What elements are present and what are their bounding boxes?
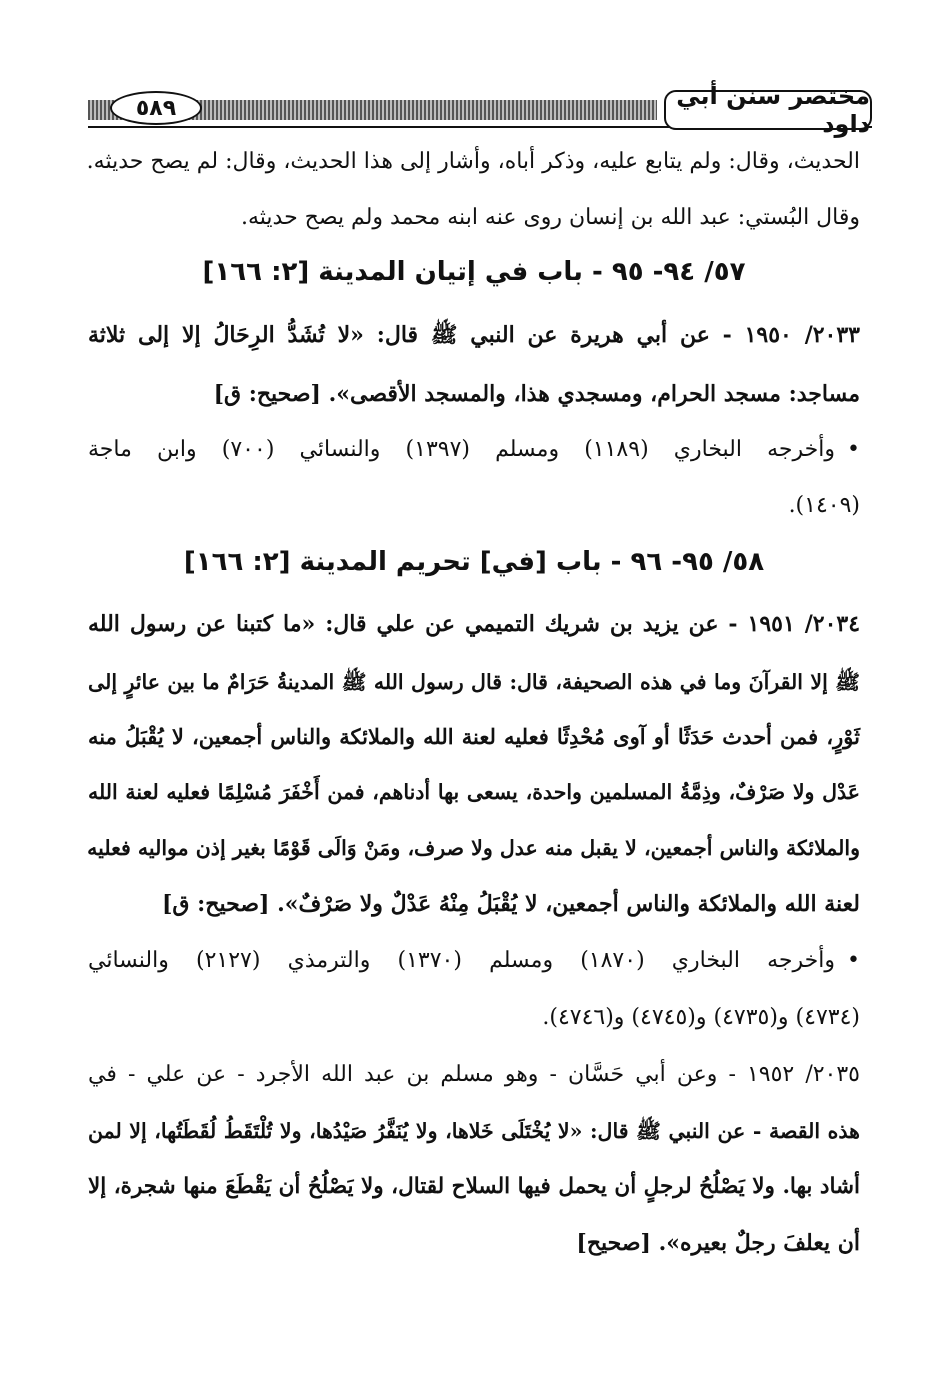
hadith-line: ﷺ إلا القرآنَ وما في هذه الصحيفة، قال: قال رسول الله ﷺ المدينةُ حَرَامٌ ما بين عائرٍ إلى [88,670,860,694]
hadith-line: والملائكة والناس أجمعين، لا يقبل منه عدل ولا صرف، ومَنْ وَالَى قَوْمًا بغير إذن مواليه فعليه [87,836,860,860]
running-header [88,82,872,138]
text-line: الحديث، وقال: ولم يتابع عليه، وذكر أباه، وأشار إلى هذا الحديث، وقال: لم يصح حديثه. [86,149,860,174]
hadith-line: ٢٠٣٣/ ١٩٥٠ - عن أبي هريرة عن النبي ﷺ قال: «لا تُشَدُّ الرِحَالُ إلا إلى ثلاثة [88,322,860,348]
text-line: وقال البُستي: عبد الله بن إنسان روى عنه ابنه محمد ولم يصح حديثه. [240,205,860,230]
hadith-line: ٢٠٣٤/ ١٩٥١ - عن يزيد بن شريك التميمي عن علي قال: «ما كتبنا عن رسول الله [88,611,861,637]
hadith-line: هذه القصة - عن النبي ﷺ قال: «لا يُخْتَلَى خَلاها، ولا يُنَفَّرُ صَيْدُها، ولا تُلْتَقَطُ لُقَطَتُها، إلا لمن [88,1119,860,1143]
takhrij-line: (٤٧٣٤) و(٤٧٣٥) و(٤٧٤٥) و(٤٧٤٦). [542,1005,860,1030]
chapter-heading: ٥٨/ ٩٥- ٩٦ - باب [في] تحريم المدينة [٢: ١٦٦] [183,547,765,577]
takhrij-line: (١٤٠٩). [788,493,860,518]
takhrij-line: • وأخرجه البخاري (١١٨٩) ومسلم (١٣٩٧) والنسائي (٧٠٠) وابن ماجة [88,435,860,465]
hadith-line: أن يعلفَ رجلٌ بعيره». [صحيح] [576,1230,860,1256]
hadith-line: مساجد: مسجد الحرام، ومسجدي هذا، والمسجد الأقصى». [صحيح: ق] [213,381,860,407]
book-title: مختصر سنن أبي داود [664,90,872,130]
page-number: ٥٨٩ [110,91,202,125]
hadith-line: عَدْل ولا صَرْفٌ، وذِمَّةُ المسلمين واحدة، يسعى بها أدناهم، فمن أَخْفَرَ مُسْلِمًا فعليه لعنة الله [88,780,860,804]
takhrij-line: • وأخرجه البخاري (١٨٧٠) ومسلم (١٣٧٠) والترمذي (٢١٢٧) والنسائي [88,946,860,976]
chapter-heading: ٥٧/ ٩٤- ٩٥ - باب في إتيان المدينة [٢: ١٦٦] [202,257,746,287]
hadith-line: ثَوْرٍ، فمن أحدث حَدَثًا أو آوى مُحْدِثًا فعليه لعنة الله والملائكة والناس أجمعين، لا يُقْبَلُ منه [88,724,860,749]
hadith-line: لعنة الله والملائكة والناس أجمعين، لا يُقْبَلُ مِنْهُ عَدْلٌ ولا صَرْفٌ». [صحيح: ق] [162,891,860,917]
hadith-line: ٢٠٣٥/ ١٩٥٢ - وعن أبي حَسَّان - وهو مسلم بن عبد الله الأجرد - عن علي - في [88,1062,860,1087]
hadith-line: أشاد بها. ولا يَصْلُحُ لرجلٍ أن يحمل فيها السلاح لقتال، ولا يَصْلُحُ أن يَقْطَعَ منها شجرة، إلا [88,1174,860,1199]
